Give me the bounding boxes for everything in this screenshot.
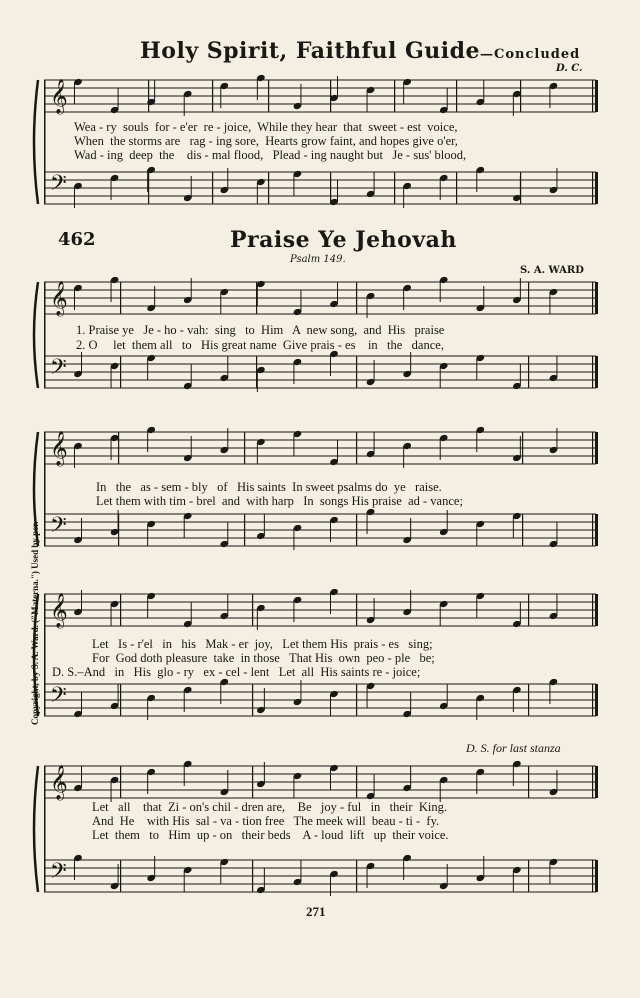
system1-bass-clef: 𝄢 — [50, 355, 67, 385]
barline — [595, 684, 598, 716]
barline — [120, 860, 121, 892]
system1-left-bar — [44, 282, 46, 388]
barline — [394, 80, 395, 112]
barline — [252, 860, 253, 892]
barline — [595, 860, 598, 892]
barline — [520, 80, 521, 112]
barline — [592, 766, 593, 798]
barline — [252, 684, 253, 716]
copyright-note: Copyright, by S. A. Ward. ("Materna.") Used by per. — [30, 521, 40, 725]
top-lyric-1: Wea - ry souls for - e'er re - joice, While they hear that sweet - est voice, — [74, 120, 458, 134]
barline — [595, 766, 598, 798]
barline — [356, 356, 357, 388]
barline — [595, 282, 598, 314]
system4-lyric-1: Let all that Zi - on's chil - dren are, Be joy - ful in their King. — [92, 800, 447, 814]
barline — [356, 766, 357, 798]
system2-lyric-2: Let them with tim - brel and with harp In songs His praise ad - vance; — [96, 494, 463, 508]
barline — [120, 282, 121, 314]
barline — [356, 594, 357, 626]
composer: S. A. WARD — [520, 265, 584, 276]
barline — [356, 684, 357, 716]
system3-left-bar — [44, 594, 46, 716]
barline — [592, 860, 593, 892]
barline — [120, 594, 121, 626]
barline — [244, 514, 245, 546]
system1-brace — [34, 282, 38, 388]
scripture-reference: Psalm 149. — [290, 254, 346, 265]
barline — [356, 514, 357, 546]
system4-brace — [34, 766, 38, 892]
system1-lyric-1: 1. Praise ye Je - ho - vah: sing to Him A new song, and His praise — [76, 323, 445, 337]
hymn-title: Praise Ye Jehovah — [230, 227, 457, 253]
barline — [528, 684, 529, 716]
barline — [522, 514, 523, 546]
barline — [592, 514, 593, 546]
barline — [330, 172, 331, 204]
barline — [268, 172, 269, 204]
barline — [595, 432, 598, 464]
system2-bass-clef: 𝄢 — [50, 513, 67, 543]
barline — [528, 356, 529, 388]
barline — [456, 172, 457, 204]
hymn-number: 462 — [58, 229, 96, 250]
barline — [592, 356, 593, 388]
system4-lyric-3: Let them to Him up - on their beds A - loud lift up their voice. — [92, 828, 449, 842]
system1-treble-clef: 𝄞 — [50, 281, 68, 316]
barline — [456, 80, 457, 112]
barline — [356, 432, 357, 464]
barline — [528, 594, 529, 626]
barline — [592, 684, 593, 716]
system0-left-bar — [44, 80, 46, 204]
barline — [356, 282, 357, 314]
barline — [528, 766, 529, 798]
barline — [394, 172, 395, 204]
system2-left-bar — [44, 432, 46, 546]
barline — [330, 80, 331, 112]
barline — [595, 594, 598, 626]
barline — [120, 766, 121, 798]
barline — [595, 172, 598, 204]
system3-lyric-2: For God doth pleasure take in those That His own peo - ple be; — [92, 651, 435, 665]
barline — [528, 860, 529, 892]
barline — [252, 766, 253, 798]
barline — [148, 80, 149, 112]
barline — [268, 80, 269, 112]
barline — [592, 172, 593, 204]
ds-direction: D. S. for last stanza — [466, 741, 561, 755]
barline — [212, 172, 213, 204]
barline — [148, 172, 149, 204]
system3-bass-clef: 𝄢 — [50, 683, 67, 713]
barline — [595, 80, 598, 112]
barline — [356, 860, 357, 892]
continued-title: Holy Spirit, Faithful Guide—Concluded — [140, 38, 581, 64]
system0-bass-clef: 𝄢 — [50, 171, 67, 201]
barline — [212, 80, 213, 112]
barline — [592, 80, 593, 112]
system2-lyric-1: In the as - sem - bly of His saints In sweet psalms do ye raise. — [96, 480, 442, 494]
system1-lyric-2: 2. O let them all to His great name Give prais - es in the dance, — [76, 338, 444, 352]
system3-lyric-3: D. S.–And in His glo - ry ex - cel - lent Let all His saints re - joice; — [52, 665, 421, 679]
system4-left-bar — [44, 766, 46, 892]
barline — [592, 282, 593, 314]
continued-suffix: —Concluded — [480, 47, 581, 62]
system0-brace — [34, 80, 38, 204]
barline — [120, 356, 121, 388]
barline — [120, 684, 121, 716]
system4-bass-clef: 𝄢 — [50, 859, 67, 889]
barline — [592, 432, 593, 464]
barline — [528, 282, 529, 314]
top-lyric-3: Wad - ing deep the dis - mal flood, Plead - ing naught but Je - sus' blood, — [74, 148, 467, 162]
system0-treble-clef: 𝄞 — [50, 79, 68, 114]
top-lyric-2: When the storms are rag - ing sore, Hearts grow faint, and hopes give o'er, — [74, 134, 458, 148]
barline — [595, 356, 598, 388]
system2-treble-clef: 𝄞 — [50, 431, 68, 466]
dc-marking: D. C. — [556, 63, 583, 74]
barline — [252, 594, 253, 626]
page-number: 271 — [306, 904, 326, 919]
barline — [244, 432, 245, 464]
barline — [592, 594, 593, 626]
system3-treble-clef: 𝄞 — [50, 593, 68, 628]
system4-lyric-2: And He with His sal - va - tion free The meek will beau - ti - fy. — [92, 814, 440, 828]
barline — [522, 432, 523, 464]
barline — [595, 514, 598, 546]
system3-lyric-1: Let Is - r'el in his Mak - er joy, Let them His prais - es sing; — [92, 637, 433, 651]
system4-treble-clef: 𝄞 — [50, 765, 68, 800]
